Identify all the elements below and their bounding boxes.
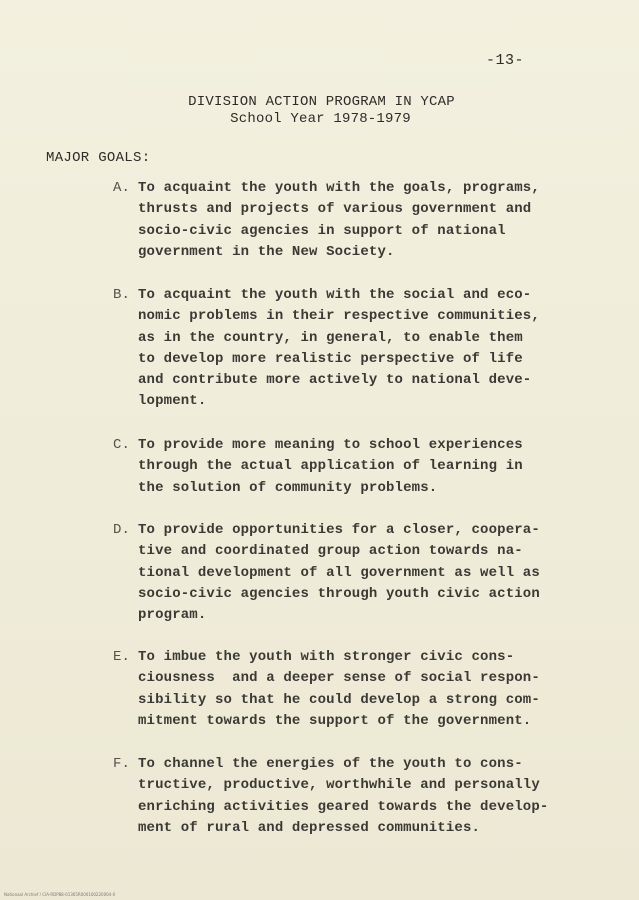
goal-line: program.	[138, 607, 207, 624]
goal-line: and contribute more actively to national deve-	[138, 372, 532, 389]
goal-line: To provide more meaning to school experiences	[138, 437, 523, 453]
goal-line: To imbue the youth with stronger civic cons-	[138, 649, 515, 665]
goal-line: To acquaint the youth with the goals, programs,	[138, 180, 540, 196]
archive-stamp: Nationaal Archief / CIA-RDP88-01365R000100220004-0	[4, 892, 116, 897]
goal-line: tional development of all government as well as	[138, 564, 540, 581]
goal-line: ciousness and a deeper sense of social respon-	[138, 670, 540, 687]
goal-line: sibility so that he could develop a strong com-	[138, 691, 540, 708]
goal-line: ment of rural and depressed communities.	[138, 819, 481, 836]
goal-line: the solution of community problems.	[138, 479, 438, 496]
goal-line: enriching activities geared towards the develop-	[138, 798, 549, 815]
goal-letter: D.	[113, 522, 131, 538]
goal-line: socio-civic agencies in support of national	[138, 222, 506, 239]
goal-b	[113, 285, 583, 413]
goal-line: government in the New Society.	[138, 243, 395, 260]
title-line-1: DIVISION ACTION PROGRAM IN YCAP	[188, 94, 455, 110]
title-line-2: School Year 1978-1979	[230, 111, 411, 127]
goal-line: mitment towards the support of the government.	[138, 712, 532, 729]
goal-c	[113, 435, 583, 499]
goal-letter: F.	[113, 756, 131, 772]
goal-line: nomic problems in their respective communities,	[138, 308, 540, 325]
goal-line: socio-civic agencies through youth civic action	[138, 585, 540, 602]
goal-letter: B.	[113, 287, 131, 303]
goal-line: To acquaint the youth with the social and eco-	[138, 287, 532, 303]
goal-letter: A.	[113, 180, 131, 196]
goal-letter: C.	[113, 437, 131, 453]
goal-a	[113, 178, 583, 263]
goal-f	[113, 754, 583, 839]
goal-line: as in the country, in general, to enable them	[138, 329, 523, 346]
goal-line: To provide opportunities for a closer, coopera-	[138, 522, 540, 538]
page-number: -13-	[486, 52, 525, 69]
goal-line: tructive, productive, worthwhile and personally	[138, 777, 540, 794]
section-heading: MAJOR GOALS:	[46, 150, 151, 166]
goal-line: thrusts and projects of various government and	[138, 201, 532, 218]
goal-line: to develop more realistic perspective of life	[138, 350, 523, 367]
goal-line: through the actual application of learning in	[138, 458, 523, 475]
goal-d	[113, 520, 583, 626]
goal-letter: E.	[113, 649, 131, 665]
goal-line: lopment.	[138, 393, 207, 410]
document-title	[0, 94, 639, 128]
goal-e	[113, 647, 583, 732]
goal-line: To channel the energies of the youth to cons-	[138, 756, 523, 772]
goal-line: tive and coordinated group action towards na-	[138, 543, 523, 560]
